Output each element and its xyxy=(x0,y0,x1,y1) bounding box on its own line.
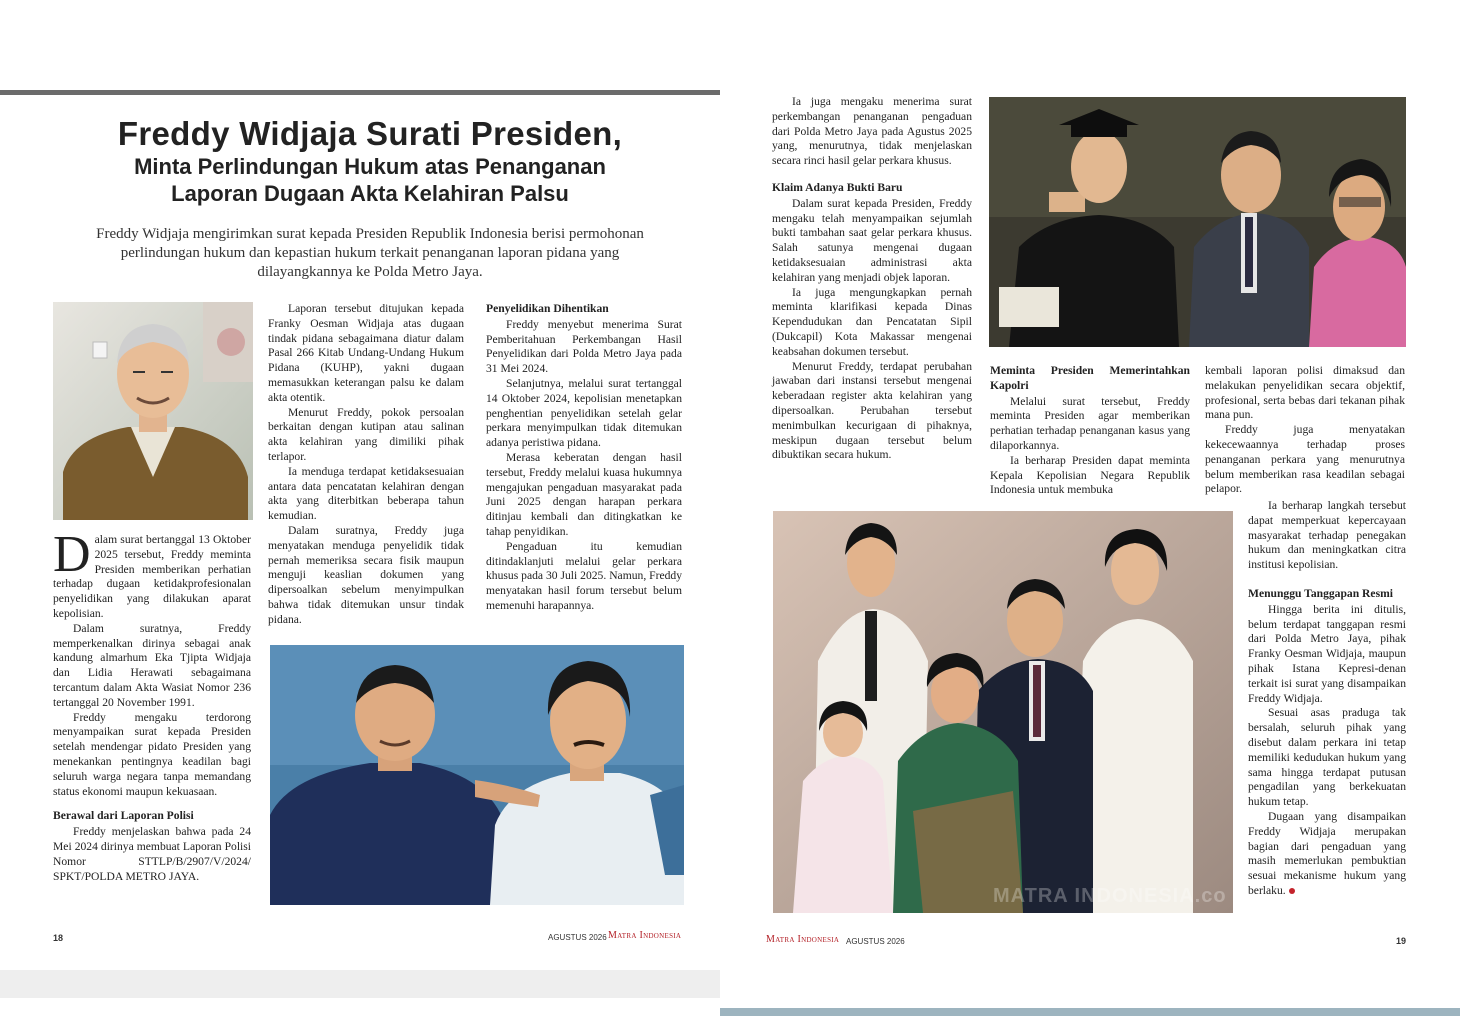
right-column-2 xyxy=(990,364,1190,498)
left-column-1 xyxy=(53,526,251,884)
brand-logo-right: Matra Indonesia xyxy=(766,934,840,945)
paragraph: Dalam surat bertanggal 13 Oktober 2025 tersebut, Freddy meminta Presiden memberikan perhatian terhadap dugaan ketidakprofesionalan penyelidikan yang dilakukan aparat kepolisian. xyxy=(53,526,251,620)
paragraph: Hingga berita ini ditulis, belum terdapat tanggapan resmi dari Polda Metro Jaya, pihak Franky Oesman Widjaja, maupun pihak Istana Kepresi-denan terkait isi surat yang disampaikan Freddy Widjaja. xyxy=(1248,602,1406,705)
right-column-3 xyxy=(1205,364,1405,497)
paragraph: Menurut Freddy, terdapat perubahan jawaban dari instansi tersebut mengenai keberadaan register akta kelahiran yang dipersoalkan. Perubahan tersebut menimbulkan kecurigaan di pihaknya, meskipun dugaan tersebut belum dibuktikan secara hukum. xyxy=(772,359,972,462)
right-column-1 xyxy=(772,95,972,463)
article-title: Freddy Widjaja Surati Presiden, xyxy=(117,115,623,152)
watermark: MATRA INDONESIA.co xyxy=(993,885,1227,907)
magazine-page-right xyxy=(720,0,1477,1010)
article-subtitle xyxy=(40,153,700,207)
paragraph: Ia menduga terdapat ketidaksesuaian antara data pencatatan kelahiran dengan akta yang diterbitkan beberapa tahun kemudian. xyxy=(268,464,464,523)
page-bottom-bar xyxy=(720,1008,1460,1016)
paragraph: Freddy mengaku terdorong menyampaikan surat kepada Presiden setelah mendengar pidato Presiden yang menekankan pentingnya keadilan bagi seluruh warga negara tanpa memandang status ekonomi maupun kekuasaan. xyxy=(53,710,251,798)
page-number-left: 18 xyxy=(53,933,64,943)
paragraph: Dugaan yang disampaikan Freddy Widjaja merupakan bagian dari pengaduan yang masih memerlukan pembuktian sesuai mekanisme hukum yang berlaku. xyxy=(1248,809,1406,897)
page-number-right: 19 xyxy=(1396,936,1407,946)
end-mark-icon xyxy=(1289,888,1295,894)
section-heading: Penyelidikan Dihentikan xyxy=(486,302,609,315)
subtitle-line-1: Minta Perlindungan Hukum atas Penanganan xyxy=(134,154,606,179)
paragraph: Selanjutnya, melalui surat tertanggal 14 Oktober 2024, kepolisian menetapkan penghentian penyelidikan setelah gelar perkara menyimpulkan tidak ditemukan adanya peristiwa pidana. xyxy=(486,376,682,450)
paragraph: Menurut Freddy, pokok persoalan berkaitan dengan kutipan atau salinan akta kelahiran yang dimiliki pihak terlapor. xyxy=(268,405,464,463)
family-photo-image xyxy=(773,511,1233,913)
paragraph: Ia juga mengungkapkan pernah meminta klarifikasi kepada Dinas Kependudukan dan Pencatatan Sipil (Dukcapil) Kota Makassar mengenai keabsahan dokumen tersebut. xyxy=(772,285,972,358)
paragraph: Pengaduan itu kemudian ditindaklanjuti melalui gelar perkara khusus pada 30 Juli 2025. Namun, Freddy menyatakan hasil forum tersebut belum memenuhi harapannya. xyxy=(486,539,682,612)
paragraph: Ia berharap langkah tersebut dapat memperkuat kepercayaan masyarakat terhadap penegakan hukum dan meningkatkan citra institusi kepolisian. xyxy=(1248,499,1406,572)
magazine-page-left xyxy=(0,90,720,970)
brand-logo-left: Matra Indonesia xyxy=(608,930,682,941)
paragraph: Laporan tersebut ditujukan kepada Franky Oesman Widjaja atas dugaan tindak pidana sebagaimana diatur dalam Pasal 266 Kitab Undang-Undang Hukum Pidana (KUHP), yakni dugaan memasukkan keterangan palsu ke dalam akta otentik. xyxy=(268,302,464,404)
section-heading: Berawal dari Laporan Polisi xyxy=(53,809,194,823)
paragraph: Merasa keberatan dengan hasil tersebut, Freddy melalui kuasa hukumnya mengajukan pengaduan masyarakat pada Juni 2025 dengan harapan perkara ditinjau kembali dan ditingkatkan ke tahap penyidikan. xyxy=(486,450,682,538)
graduation-photo xyxy=(989,97,1406,347)
paragraph: kembali laporan polisi dimaksud dan melakukan penyelidikan secara objektif, profesional, serta bebas dari tekanan pihak mana pun. xyxy=(1205,364,1405,422)
paragraph: Freddy juga menyatakan kekecewaannya terhadap proses penanganan perkara yang menurutnya belum memberikan rasa keadilan sebagai pelapor. xyxy=(1205,423,1405,496)
section-heading: Meminta Presiden Memerintahkan Kapolri xyxy=(990,364,1190,392)
left-column-3 xyxy=(486,302,682,614)
right-column-3-lower xyxy=(1248,499,1406,899)
portrait-photo-image xyxy=(53,302,253,520)
paragraph: Dalam suratnya, Freddy juga menyatakan menduga penyelidik tidak pernah memeriksa secara fisik maupun menguji keaslian dokumen yang dipersoalkan sebelum menyimpulkan bahwa tidak ditemukan unsur tindak pidana. xyxy=(268,523,464,626)
portrait-photo xyxy=(53,302,253,520)
issue-date-right: AGUSTUS 2026 xyxy=(846,937,905,946)
photo-two-men-image xyxy=(270,645,684,905)
paragraph: Ia juga mengaku menerima surat perkembangan penanganan pengaduan dari Polda Metro Jaya pada Agustus 2025 yang, menurutnya, tidak menjelaskan secara rinci hasil gelar perkara khusus. xyxy=(772,95,972,168)
graduation-photo-image xyxy=(989,97,1406,347)
page-gap-left xyxy=(0,970,720,998)
drop-cap: D xyxy=(53,526,91,583)
paragraph: Dalam suratnya, Freddy memperkenalkan dirinya sebagai anak kandung almarhum Eka Tjipta Widjaja dan Lidia Herawati sebagaimana tercantum dalam Akta Wasiat Nomor 236 tertanggal 20 November 1991. xyxy=(53,621,251,709)
paragraph: Freddy menyebut menerima Surat Pemberitahuan Perkembangan Hasil Penyelidikan dari Polda Metro Jaya pada 31 Mei 2024. xyxy=(486,317,682,376)
section-heading: Menunggu Tanggapan Resmi xyxy=(1248,586,1393,600)
paragraph: Dalam surat kepada Presiden, Freddy mengaku telah menyampaikan sejumlah bukti tambahan saat gelar perkara khusus. Salah satunya mengenai dugaan ketidaksesuaian administrasi akta kelahiran yang menjadi objek laporan. xyxy=(772,196,972,284)
family-photo xyxy=(773,511,1233,913)
paragraph: Ia berharap Presiden dapat meminta Kepala Kepolisian Negara Republik Indonesia untuk membuka xyxy=(990,453,1190,497)
photo-two-men xyxy=(270,645,684,905)
article-lead: Freddy Widjaja mengirimkan surat kepada Presiden Republik Indonesia berisi permohonan perlindungan hukum dan kepastian hukum terkait penanganan laporan pidana yang dilayangkannya ke Polda Metro Jaya. xyxy=(96,226,644,280)
top-margin xyxy=(0,0,720,88)
left-column-2 xyxy=(268,302,464,628)
paragraph: Freddy menjelaskan bahwa pada 24 Mei 2024 dirinya membuat Laporan Polisi Nomor STTLP/B/2907/V/2024/ SPKT/POLDA METRO JAYA. xyxy=(53,825,251,883)
issue-date-left: AGUSTUS 2026 xyxy=(548,933,607,942)
section-heading: Klaim Adanya Bukti Baru xyxy=(772,180,903,194)
paragraph: Sesuai asas praduga tak bersalah, seluruh pihak yang disebut dalam perkara ini tetap memiliki kedudukan hukum yang sama hingga terdapat putusan pengadilan yang berkekuatan hukum tetap. xyxy=(1248,706,1406,809)
paragraph: Melalui surat tersebut, Freddy meminta Presiden agar memberikan perhatian terhadap penanganan kasus yang dilaporkannya. xyxy=(990,394,1190,452)
subtitle-line-2: Laporan Dugaan Akta Kelahiran Palsu xyxy=(171,181,569,206)
